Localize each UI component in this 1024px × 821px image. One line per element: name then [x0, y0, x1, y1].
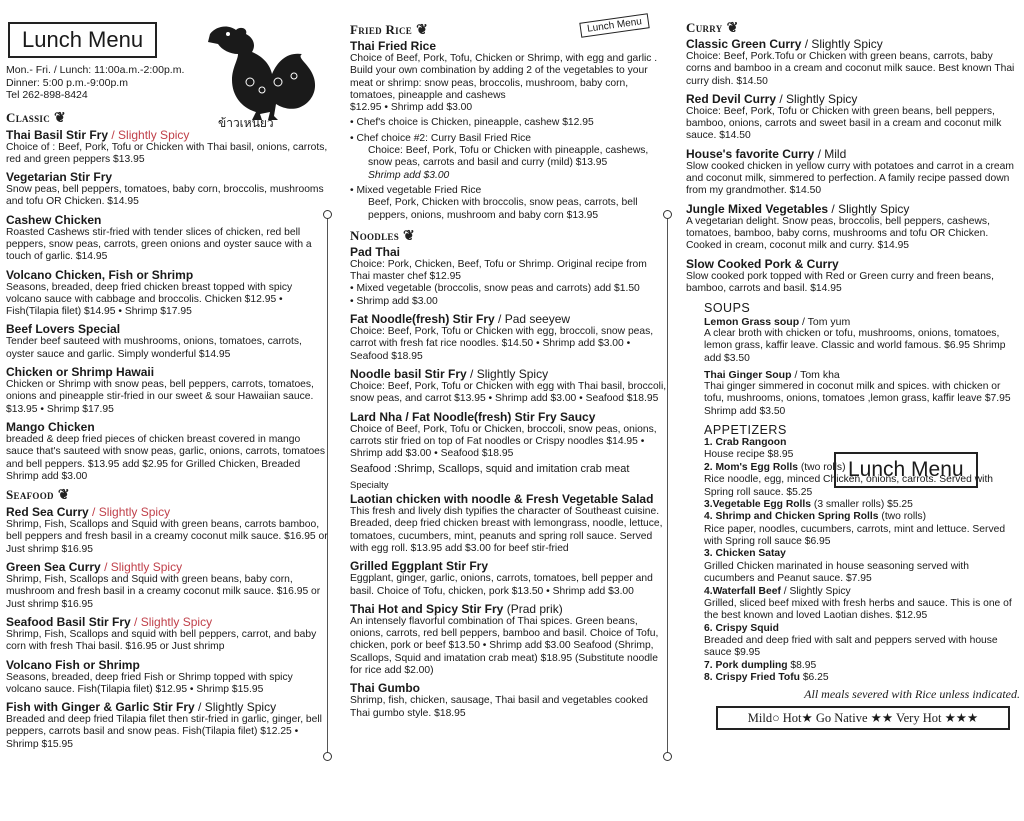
menu-item — [686, 147, 1020, 198]
item-desc: Shrimp, Fish, Scallops and Squid with green beans, baby corn, mushroom and fresh basil in a creamy coconut milk sauce. $16.95 or Just shrimp $16.95 — [6, 574, 321, 610]
section-seafood-title — [6, 487, 328, 504]
item-desc: This fresh and lively dish typifies the character of Southeast cuisine. Breaded, deep fried chicken breast with lemongrass, noodle, lettuce, tomatoes, cucumbers, mint, peanuts and spring roll sauce. Served with egg roll. $13.95 add $3.00 for beef stir-fried — [350, 506, 663, 554]
logo-script-text: ข้าวเหนียว — [218, 116, 274, 130]
menu-item — [704, 511, 1020, 548]
item-spice: $8.95 — [790, 659, 817, 671]
item-name: Beef Lovers Special — [6, 322, 121, 337]
menu-item — [686, 202, 1020, 253]
section-curry-label: Curry — [686, 20, 723, 35]
item-name: Thai Basil Stir Fry — [6, 127, 109, 142]
hours-lunch: Mon.- Fri. / Lunch: 11:00a.m.-2:00p.m. — [6, 64, 185, 76]
item-name: Seafood Basil Stir Fry — [6, 614, 131, 629]
item-name: Chicken or Shrimp Hawaii — [6, 365, 155, 380]
item-spice: (3 smaller rolls) $5.25 — [813, 498, 913, 510]
swirl-icon: ❦ — [416, 23, 429, 38]
item-desc: Choice: Beef, Pork, Tofu or Chicken with green beans, bell peppers, bamboo, onions, carrots and sweet basil in a cream and coconut milk sauce. $14.50 — [686, 105, 1002, 142]
item-name: Mango Chicken — [6, 419, 95, 434]
menu-item — [686, 92, 1020, 143]
menu-item — [686, 37, 1020, 88]
item-desc: Slow cooked pork topped with Red or Green curry and freen beans, bamboo, carrots and basil. $14.95 — [686, 270, 994, 294]
item-desc: Choice of Beef, Pork, Tofu, Chicken or Shrimp, with egg and garlic . Build your own combination by adding 2 of the vegetables to your meat or shrimp: snow peas, broccolis, mushroom, baby corn, tomatoes, pineapple and cashews — [350, 53, 658, 101]
swirl-icon: ❦ — [54, 110, 67, 126]
item-name: Thai Ginger Soup — [704, 369, 792, 382]
item-name: Fat Noodle(fresh) Stir Fry — [350, 312, 495, 327]
item-desc: Roasted Cashews stir-fried with tender slices of chicken, red bell peppers, snow peas, carrots, green onions and oyster sauce with a touch of garlic. $14.95 — [6, 226, 312, 263]
item-addon: • Shrimp add $3.00 — [350, 295, 438, 307]
item-desc: breaded & deep fried pieces of chicken breast covered in mango sauce that's sauteed with snow peas, garlic, onions, carrots, tomatoes and bell peppers. $13.95 add $2.95 for Grilled Chicken, Breaded Shrimp add $3.00 — [6, 433, 326, 482]
item-name: Red Sea Curry — [6, 505, 89, 520]
page-title: Lunch Menu — [8, 22, 157, 58]
item-desc: Shrimp, fish, chicken, sausage, Thai basil and vegetables cooked Thai gumbo style. $18.95 — [350, 695, 649, 719]
spice-legend: Mild○ Hot★ Go Native ★★ Very Hot ★★★ — [716, 706, 1010, 730]
menu-item — [6, 700, 328, 751]
option-title: • Chef choice #2: Curry Basil Fried Rice — [350, 132, 532, 144]
lunch-menu-stamp: Lunch Menu — [579, 13, 649, 37]
item-desc: An intensely flavorful combination of Thai spices. Green beans, onions, carrots, red bell peppers, bamboo and basil. Choice of Tofu, chicken, pork or beef $13.50 • Shrimp add $3.00 Seafood (Shrimp, Scallops, Squid and imatation crab meat) $18.95 (Substitute noodle for rice add $2.00) — [350, 615, 659, 676]
item-name: 6. Crispy Squid — [704, 622, 779, 634]
item-desc: Chicken or Shrimp with snow peas, bell peppers, carrots, tomatoes, onions and pineapple stir-fried in our sweet & sour Hawaiian sauce. $13.95 • Shrimp $17.95 — [6, 379, 314, 415]
item-name: Volcano Fish or Shrimp — [6, 657, 140, 672]
item-desc: House recipe $8.95 — [704, 449, 794, 461]
item-spice: / Slightly Spicy — [804, 37, 883, 51]
item-spice: / Slightly Spicy — [831, 201, 910, 216]
item-spice: / Slightly Spicy — [198, 700, 277, 715]
item-name: Thai Fried Rice — [350, 39, 437, 53]
item-name: 3.Vegetable Egg Rolls — [704, 498, 812, 510]
fried-rice-option — [350, 185, 668, 222]
menu-item — [686, 257, 1020, 296]
fried-rice-option — [350, 133, 668, 182]
item-desc: Shrimp, Fish, Scallops and Squid with green beans, carrots bamboo, bell peppers and fresh basil in a creamy coconut milk sauce. $16.95 or Just shrimp $16.95 — [6, 519, 328, 555]
item-name: 1. Crab Rangoon — [704, 436, 787, 448]
menu-item — [6, 268, 328, 319]
item-spice: (two rolls) — [881, 511, 927, 523]
item-desc: Choice: Beef, Pork, Tofu or Chicken with egg, broccoli, snow peas, carrot with fresh fat rice noodles. $14.50 • Shrimp add $3.00 • Seafood $18.95 — [350, 326, 654, 362]
item-spice: / Slightly Spicy — [111, 127, 190, 142]
item-spice: / Tom kha — [794, 369, 840, 382]
menu-item — [350, 559, 668, 598]
item-name: House's favorite Curry — [686, 146, 815, 161]
menu-item — [704, 672, 1020, 685]
section-noodles-title — [350, 228, 668, 245]
menu-item — [704, 660, 1020, 673]
item-desc: Choice: Pork, Chicken, Beef, Tofu or Shrimp. Original recipe from Thai master chef $12.95 — [350, 258, 647, 283]
menu-item — [6, 365, 328, 416]
section-soups-title: SOUPS — [704, 301, 751, 316]
item-desc: Eggplant, ginger, garlic, onions, carrots, tomatoes, bell pepper and basil. Choice of Tofu, chicken, pork $13.50 • Shrimp add $3.00 — [350, 573, 653, 597]
column-middle — [350, 0, 668, 821]
section-appetizers-title: APPETIZERS — [704, 422, 787, 437]
item-name: 8. Crispy Fried Tofu — [704, 672, 800, 684]
item-spice: (two rolls) — [800, 461, 846, 473]
option-desc: Choice: Beef, Pork, Tofu or Chicken with pineapple, cashews, snow peas, carrots and basil and curry (mild) $13.95 — [368, 145, 649, 169]
menu-item — [6, 420, 328, 483]
option-desc: Beef, Pork, Chicken with broccolis, snow peas, carrots, bell peppers, onions, mushroom and baby corn $13.95 — [368, 197, 638, 221]
menu-item — [6, 213, 328, 264]
column-right — [686, 0, 1020, 821]
item-name: 7. Pork dumpling — [704, 659, 788, 671]
menu-item — [704, 369, 1020, 418]
item-name: Slow Cooked Pork & Curry — [686, 256, 839, 271]
item-name: Jungle Mixed Vegetables — [686, 201, 829, 216]
item-desc: Choice: Beef, Pork, Tofu or Chicken with egg with Thai basil, broccoli, snow peas, and carrot $13.95 • Shrimp add $3.00 • Seafood $18.95 — [350, 380, 667, 405]
section-seafood-label: Seafood — [6, 487, 54, 503]
item-name: Noodle basil Stir Fry — [350, 366, 467, 381]
column-left — [6, 0, 328, 821]
item-desc: A clear broth with chicken or tofu, mushrooms, onions, tomatoes, lemon grass, kaffir leave. Classic and world famous. $6.95 Shrimp add $3.50 — [704, 328, 1006, 364]
item-spice: / Slightly Spicy — [104, 560, 183, 575]
seafood-list — [6, 505, 328, 751]
menu-item — [704, 623, 1020, 660]
item-spice: / Slightly Spicy — [134, 614, 213, 629]
item-desc: Thai ginger simmered in coconut milk and spices. with chicken or tofu, mushrooms, onions, tomatoes ,lemon grass, kaffir leave $7.95 Shrimp add $3.50 — [704, 381, 1011, 417]
item-spice: / Pad seeyew — [498, 312, 571, 327]
item-desc: Shrimp, Fish, Scallops and squid with bell peppers, carrot, and baby corn with fresh Thai basil. $16.95 or Just shrimp — [6, 628, 317, 653]
item-name: Volcano Chicken, Fish or Shrimp — [6, 267, 194, 282]
item-name: Pad Thai — [350, 244, 401, 259]
item-name: Laotian chicken with noodle & Fresh Vegetable Salad — [350, 492, 654, 507]
item-desc: Seasons, breaded, deep fried Fish or Shrimp topped with spicy volcano sauce. Fish(Tilapia filet) $12.95 • Shrimp $15.95 — [6, 671, 293, 695]
menu-item — [350, 681, 668, 720]
lunch-menu-box: Lunch Menu — [834, 452, 978, 488]
specialty-label: Specialty — [350, 479, 389, 491]
item-name: Red Devil Curry — [686, 91, 777, 106]
rice-note: All meals severed with Rice unless indicated. — [804, 686, 1020, 701]
menu-item — [6, 170, 328, 209]
item-desc: Rice paper, noodles, cucumbers, carrots, mint and lettuce. Served with Spring roll sauce $6.95 — [704, 523, 1006, 548]
item-name: Cashew Chicken — [6, 212, 102, 227]
option-title: • Chef's choice is Chicken, pineapple, cashew $12.95 — [350, 117, 594, 129]
item-spice: / Tom yum — [802, 316, 851, 329]
menu-item — [350, 367, 668, 406]
swirl-icon: ❦ — [726, 21, 739, 36]
item-desc: Slow cooked chicken in yellow curry with potatoes and carrot in a cream and coconut milk, simmered to perfection. A family recipe passed down from my grandmother. $14.50 — [686, 160, 1014, 197]
menu-item — [6, 560, 328, 611]
section-noodles-label: Noodles — [350, 227, 399, 243]
swirl-icon: ❦ — [403, 228, 416, 244]
item-spice: / Mild — [817, 146, 847, 161]
item-name: 4. Shrimp and Chicken Spring Rolls — [704, 511, 879, 523]
menu-item — [6, 322, 328, 361]
menu-item — [6, 615, 328, 654]
item-desc: Breaded and deep fried with salt and peppers served with house sauce $9.95 — [704, 635, 998, 659]
item-name: Green Sea Curry — [6, 560, 101, 575]
classic-list — [6, 128, 328, 484]
menu-item — [704, 586, 1020, 623]
menu-item — [350, 602, 668, 677]
item-spice: (Prad prik) — [506, 601, 563, 616]
fried-rice-option — [350, 117, 668, 129]
item-name: Fish with Ginger & Garlic Stir Fry — [6, 700, 195, 715]
item-desc: Choice: Beef, Pork.Tofu or Chicken with green beans, carrots, baby corns and bamboo in a cream and coconut milk sauce. Best known Thai curry dish. $14.50 — [686, 51, 1015, 87]
item-spice: / Slightly Spicy — [779, 91, 858, 106]
item-desc: Grilled Chicken marinated in house seasoning served with cucumbers and Peanut sauce. $7.95 — [704, 560, 969, 585]
menu-item — [704, 499, 1020, 512]
item-name: 3. Chicken Satay — [704, 548, 786, 560]
item-desc: Choice of Beef, Pork, Tofu or Chicken, broccoli, snow peas, onions, carrots stir fried on top of Fat noodles or Crispy noodles $14.95 • Shrimp add $3.00 • Seafood $18.95 — [350, 423, 657, 460]
item-name: Grilled Eggplant Stir Fry — [350, 559, 489, 574]
item-price: $12.95 • Shrimp add $3.00 — [350, 102, 473, 114]
item-name: 4.Waterfall Beef — [704, 585, 781, 597]
swirl-icon: ❦ — [57, 488, 70, 504]
menu-item — [704, 548, 1020, 585]
item-spice: / Slightly Spicy — [783, 585, 851, 597]
item-name: Lard Nha / Fat Noodle(fresh) Stir Fry Saucy — [350, 409, 596, 424]
menu-item — [6, 658, 328, 697]
item-desc: Snow peas, bell peppers, tomatoes, baby corn, broccolis, mushrooms and tofu OR Chicken. $14.95 — [6, 184, 324, 208]
phone: Tel 262-898-8424 — [6, 89, 88, 101]
menu-item — [350, 492, 668, 555]
item-desc: A vegetarian delight. Snow peas, broccolis, bell peppers, cashews, tomatoes, bamboo, baby corns, mushrooms and tofu OR Chicken. Cooked in cream, coconut milk and curry. $14.95 — [686, 215, 990, 252]
item-name: Thai Hot and Spicy Stir Fry — [350, 601, 504, 616]
menu-item — [6, 128, 328, 167]
menu-item — [704, 316, 1020, 365]
seafood-note: Seafood :Shrimp, Scallops, squid and imitation crab meat — [350, 463, 630, 476]
menu-item — [6, 505, 328, 556]
item-desc: Breaded and deep fried Tilapia filet then stir-fried in garlic, ginger, bell peppers, carrots basil and snow peas. Fish(Tilapia filet) $12.25 • Shrimp $15.95 — [6, 714, 322, 750]
item-addon: • Mixed vegetable (broccolis, snow peas and carrots) add $1.50 — [350, 283, 640, 295]
menu-item — [350, 312, 668, 363]
item-name: Thai Gumbo — [350, 681, 420, 696]
section-fried-rice-label: Fried Rice — [350, 22, 413, 37]
item-name: Classic Green Curry — [686, 37, 802, 51]
item-name: Vegetarian Stir Fry — [6, 170, 113, 185]
item-desc: Choice of : Beef, Pork, Tofu or Chicken with Thai basil, onions, carrots, red and green peppers $13.95 — [6, 141, 328, 165]
soups-list — [704, 316, 1020, 418]
item-spice: $6.25 — [802, 672, 829, 684]
hours-dinner: Dinner: 5:00 p.m.-9:00p.m — [6, 76, 128, 89]
menu-item — [350, 410, 668, 461]
item-desc: Grilled, sliced beef mixed with fresh herbs and sauce. This is one of the best known and loved Laotian dishes. $12.95 — [704, 598, 1012, 622]
option-extra: Shrimp add $3.00 — [368, 169, 450, 181]
section-curry-title — [686, 20, 1020, 37]
item-desc: Tender beef sauteed with mushrooms, onions, tomatoes, carrots, oyster sauce and garlic. Simply wonderful $14.95 — [6, 336, 302, 360]
option-title: • Mixed vegetable Fried Rice — [350, 184, 482, 196]
item-spice: / Slightly Spicy — [470, 366, 549, 381]
item-desc: Rice noodle, egg, minced Chicken, onions, carrots. Served with Spring roll sauce. $5.25 — [704, 474, 994, 498]
item-name: Lemon Grass soup — [704, 316, 800, 329]
item-name: 2. Mom's Egg Rolls — [704, 461, 798, 473]
item-desc: Seasons, breaded, deep fried chicken breast topped with spicy volcano sauce with cabbage and broccolis. Chicken $12.95 • Fish(Tilapia filet) $14.95 • Shrimp $17.95 — [6, 281, 293, 318]
section-classic-label: Classic — [6, 109, 51, 125]
item-spice: / Slightly Spicy — [92, 505, 171, 520]
